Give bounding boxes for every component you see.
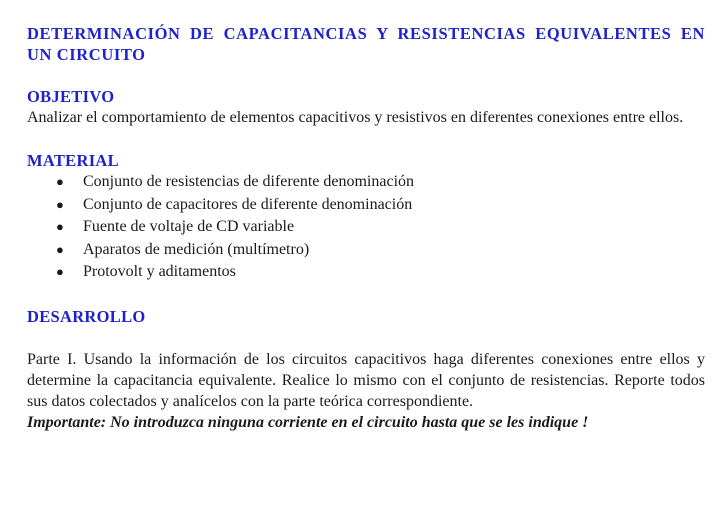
material-heading: MATERIAL — [27, 151, 119, 170]
spacer — [27, 65, 705, 86]
list-item — [54, 261, 705, 284]
list-item-text: Conjunto de capacitores de diferente denominación — [83, 195, 413, 213]
list-item-text: Conjunto de resistencias de diferente denominación — [83, 173, 415, 190]
objetivo-heading: OBJETIVO — [27, 87, 115, 106]
objetivo-text: Analizar el comportamiento de elementos capacitivos y resistivos en diferentes conexiones entre ellos. — [27, 109, 684, 126]
material-list — [27, 171, 705, 284]
document-title: DETERMINACIÓN DE CAPACITANCIAS Y RESISTENCIAS EQUIVALENTES EN UN CIRCUITO — [27, 24, 705, 64]
spacer — [27, 327, 705, 349]
list-item — [54, 239, 705, 262]
list-item-text: Aparatos de medición (multímetro) — [83, 240, 310, 258]
important-note: Importante: No introduzca ninguna corriente en el circuito hasta que se les indique ! — [27, 413, 589, 431]
spacer — [27, 128, 705, 150]
desarrollo-heading: DESARROLLO — [27, 306, 146, 326]
bullet-icon: ● — [56, 219, 64, 234]
bullet-icon: ● — [56, 264, 64, 279]
spacer — [27, 284, 705, 306]
desarrollo-section — [27, 306, 705, 433]
bullet-icon: ● — [56, 196, 64, 212]
objetivo-section — [27, 86, 705, 128]
bullet-icon: ● — [56, 241, 64, 257]
list-item — [54, 194, 705, 217]
list-item-text: Protovolt y aditamentos — [83, 263, 236, 280]
list-item-text: Fuente de voltaje de CD variable — [83, 218, 295, 235]
list-item — [54, 171, 705, 194]
desarrollo-text: Parte I. Usando la información de los circuitos capacitivos haga diferentes conexiones entre ellos y determine la capacitancia equivalente. Realice lo mismo con el conjunto de resistencias. Reporte todos sus datos colectados y analícelos con la parte teórica correspondiente. — [27, 350, 705, 410]
material-section — [27, 150, 705, 284]
list-item — [54, 216, 705, 239]
bullet-icon: ● — [56, 174, 64, 189]
